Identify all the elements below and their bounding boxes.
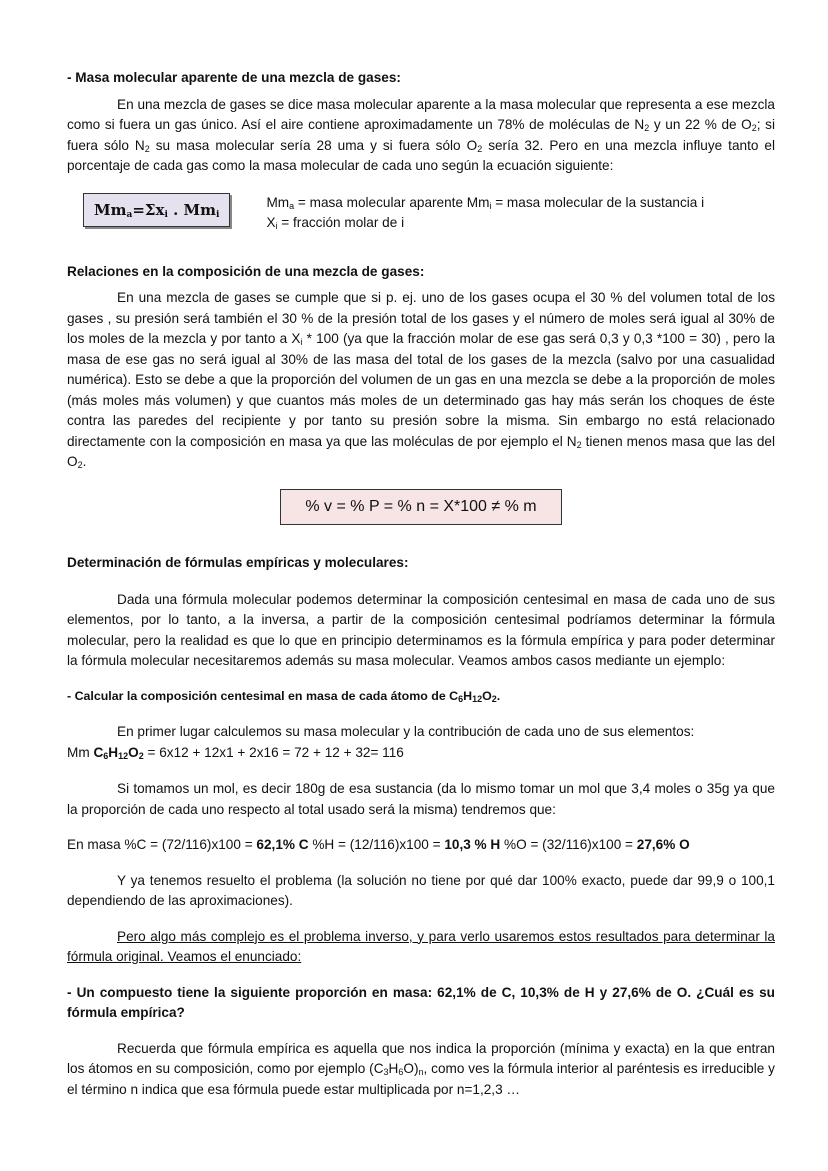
paragraph: En una mezcla de gases se dice masa molecular aparente a la masa molecular que representa a ese mezcla como si fuera un gas único. Así el aire contiene aproximadamente un 78% de moléculas de $N_2$ y un 22 % de $O_2$; si fuera sólo $N_2$ su masa molecular sería 28 uma y si fuera sólo $O_2$ sería 32. Pero en una mezcla influye tanto el porcentaje de cada gas como la masa molecular de cada uno según la ecuación siguiente:: [67, 96, 776, 173]
molar-mass-calc: Mm $C_6H_{12}O_2 = 6x12 + 12x1 + 2x16 = 72 + 12 + 32= 116$: [67, 744, 404, 761]
paragraph: Y ya tenemos resuelto el problema (la solución no tiene por qué dar 100% exacto, puede dar 99,9 o 100,1 dependiendo de las aproximaciones).: [67, 872, 775, 908]
heading-masa-aparente: - Masa molecular aparente de una mezcla de gases:: [67, 70, 401, 85]
document-page: [67, 68, 775, 1100]
question-2: - Un compuesto tiene la siguiente proporción en masa: 62,1% de C, 10,3% de H y 27,6% de O. ¿Cuál es su fórmula empírica?: [67, 984, 775, 1020]
relation-box: % v = % P = % n = X*100 ≠ % m: [280, 489, 562, 526]
question-1: - Calcular la composición centesimal en masa de cada átomo de $C_6H_{12}O_2$.: [67, 688, 501, 704]
definition: $X_i$ = fracción molar de i: [266, 215, 405, 231]
paragraph-underlined: Pero algo más complejo es el problema inverso, y para verlo usaremos estos resultados para determinar la fórmula original. Veamos el enunciado:: [67, 928, 775, 964]
paragraph: En primer lugar calculemos su masa molecular y la contribución de cada uno de sus elementos:: [117, 724, 695, 739]
relation-box-wrap: [67, 489, 775, 526]
paragraph: Si tomamos un mol, es decir 180g de esa sustancia (da lo mismo tomar un mol que 3,4 moles o 35g ya que la proporción de cada uno respecto al total usado será la misma) tendremos que:: [67, 781, 775, 817]
paragraph: En una mezcla de gases se cumple que si p. ej. uno de los gases ocupa el 30 % del volumen total de los gases , su presión será también el 30 % de la presión total de los gases y el número de moles será igual al 30% de los moles de la mezcla y por tanto a $X_i * 100$ (ya que la fracción molar de ese gas será 0,3 y 0,3 *100 = 30) , pero la masa de ese gas no será igual al 30% de las masa del total de los gases de la mezcla (salvo por una casualidad numérica). Esto se debe a que la proporción del volumen de un gas en una mezcla se debe a la proporción de moles (más moles más volumen) y que cuantos más moles de un determinado gas hay más serán los choques de éste contra las paredes del recipiente y por tanto su presión sobre la misma. Sin embargo no está relacionado directamente con la composición en masa ya que las moléculas de por ejemplo el $N_2$ tienen menos masa que las del $O_2$.: [67, 290, 775, 470]
formula-definitions: [266, 193, 704, 234]
paragraph: Recuerda que fórmula empírica es aquella que nos indica la proporción (mínima y exacta) en la que entran los átomos en su composición, como por ejemplo $(C_3H_6O)_n$, como ves la fórmula interior al paréntesis es irreducible y el término n indica que esa fórmula puede estar multiplicada por n=1,2,3 …: [67, 1040, 775, 1097]
formula-box: $Mm_a=\Sigma x_i$ . $Mm_i$: [83, 193, 230, 228]
heading-formulas: Determinación de fórmulas empíricas y moleculares:: [67, 555, 409, 570]
heading-relaciones: Relaciones en la composición de una mezcla de gases:: [67, 263, 425, 279]
formula-row: [83, 193, 775, 234]
definition: $Mm_a$ = masa molecular aparente $Mm_i$ = masa molecular de la sustancia i: [266, 194, 705, 211]
mass-percent-results: En masa %C = (72/116)x100 = 62,1% C %H = (12/116)x100 = 10,3 % H %O = (32/116)x100 = 27,6% O: [67, 837, 690, 852]
paragraph: Dada una fórmula molecular podemos determinar la composición centesimal en masa de cada uno de sus elementos, por lo tanto, a la inversa, a partir de la composición centesimal podríamos determinar la fórmula molecular, pero la realidad es que lo que en principio determinamos es la fórmula empírica y para poder determinar la fórmula molecular necesitaremos además su masa molecular. Veamos ambos casos mediante un ejemplo:: [67, 591, 775, 668]
